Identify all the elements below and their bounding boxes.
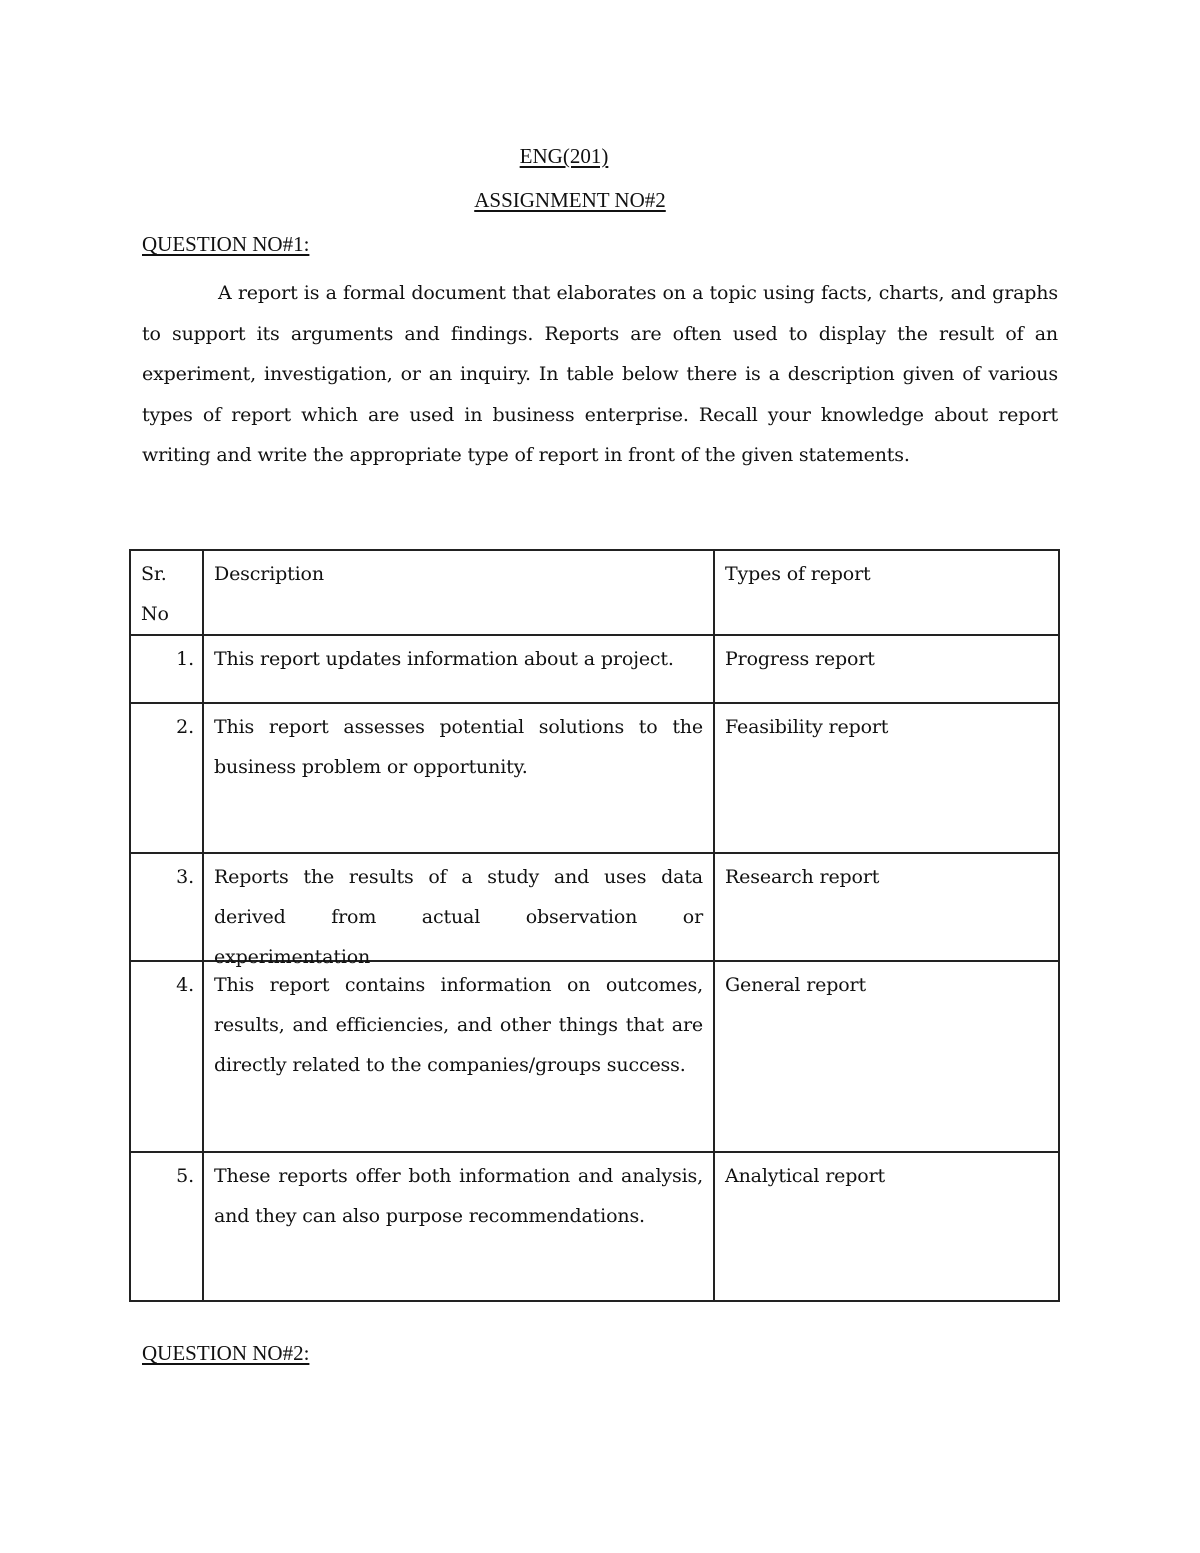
report-types-table	[129, 549, 1060, 1302]
row-description: This report assesses potential solutions to the business problem or opportunity.	[203, 703, 714, 853]
row-type: Progress report	[714, 635, 1059, 703]
row-type: Feasibility report	[714, 703, 1059, 853]
row-description-text: Reports the results of a study and uses data derived from actual observation or experimentation	[214, 866, 703, 968]
table-row	[130, 635, 1059, 703]
question-2-heading: QUESTION NO#2:	[142, 1341, 310, 1365]
header-description: Description	[203, 550, 714, 635]
table-row	[130, 853, 1059, 961]
row-type: Research report	[714, 853, 1059, 961]
table-row	[130, 961, 1059, 1152]
question-1-paragraph: A report is a formal document that elaborates on a topic using facts, charts, and graphs to support its arguments and findings. Reports are often used to display the result of an experiment, investigation, or an inquiry. In table below there is a description given of various types of report which are used in business enterprise. Recall your knowledge about report writing and write the appropriate type of report in front of the given statements.	[142, 282, 1058, 467]
row-type: General report	[714, 961, 1059, 1152]
row-number: 1.	[130, 635, 203, 703]
row-description: These reports offer both information and analysis, and they can also purpose recommendations.	[203, 1152, 714, 1301]
row-description: This report contains information on outcomes, results, and efficiencies, and other things that are directly related to the companies/groups success.	[203, 961, 714, 1152]
row-number: 2.	[130, 703, 203, 853]
header-sr-no: Sr. No	[130, 550, 203, 635]
row-number: 4.	[130, 961, 203, 1152]
row-type: Analytical report	[714, 1152, 1059, 1301]
table-row	[130, 703, 1059, 853]
table-header-row	[130, 550, 1059, 635]
course-title: ENG(201)	[519, 144, 609, 168]
question-1-heading: QUESTION NO#1:	[142, 232, 310, 256]
assignment-title: ASSIGNMENT NO#2	[474, 188, 666, 212]
row-number: 5.	[130, 1152, 203, 1301]
header-type: Types of report	[714, 550, 1059, 635]
row-description: This report updates information about a project.	[203, 635, 714, 703]
row-number: 3.	[130, 853, 203, 961]
row-description	[203, 853, 714, 968]
table-row	[130, 1152, 1059, 1301]
